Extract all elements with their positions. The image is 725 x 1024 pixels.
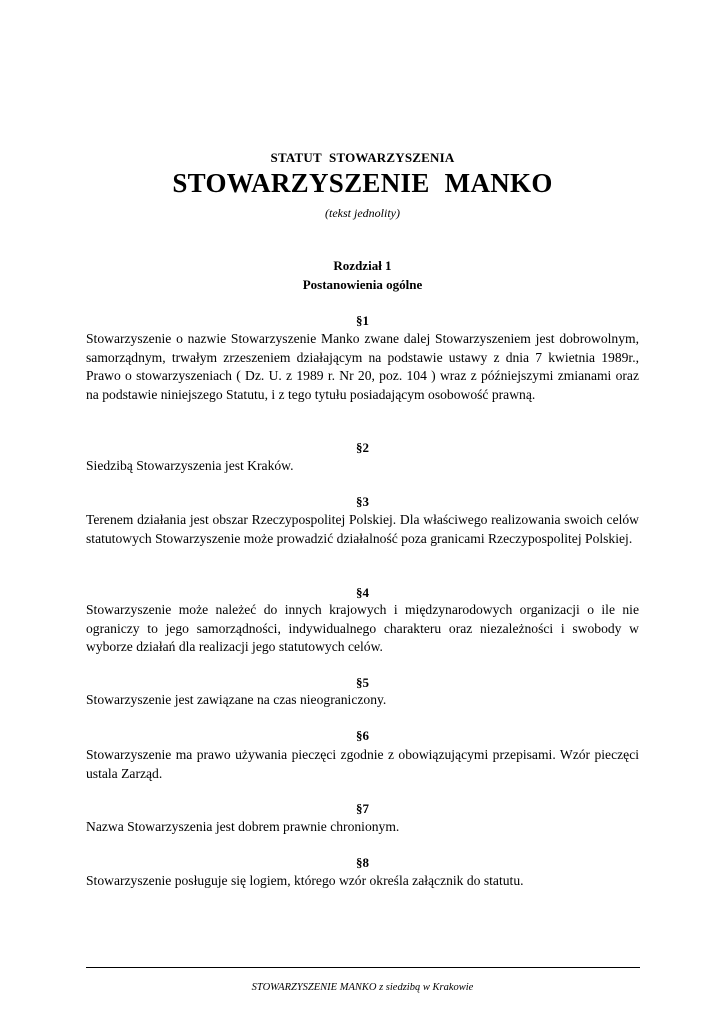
section-3-text: Terenem działania jest obszar Rzeczypospolitej Polskiej. Dla właściwego realizowania swoich celów statutowych Stowarzyszenie może prowadzić działalność poza granicami Rzeczypospolitej Polskiej. xyxy=(86,512,639,546)
document-title: STOWARZYSZENIE MANKO xyxy=(172,168,553,198)
section-7-number: §7 xyxy=(356,801,369,816)
section-1-text: Stowarzyszenie o nazwie Stowarzyszenie Manko zwane dalej Stowarzyszeniem jest dobrowolnym, samorządnym, trwałym zrzeszeniem działającym na podstawie ustawy z dnia 7 kwietnia 1989r., Prawo o stowarzyszeniach ( Dz. U. z 1989 r. Nr 20, poz. 104 ) wraz z późniejszymi zmianami oraz na podstawie niniejszego Statutu, i z tego tytułu posiadającym osobowość prawną. xyxy=(86,331,639,402)
footer-divider xyxy=(86,967,640,968)
chapter-number: Rozdział 1 xyxy=(333,258,392,273)
section-1-number: §1 xyxy=(356,313,369,328)
section-6-number: §6 xyxy=(356,728,369,743)
document-subtitle: (tekst jednolity) xyxy=(325,206,400,220)
section-6-text: Stowarzyszenie ma prawo używania pieczęci zgodnie z obowiązującymi przepisami. Wzór pieczęci ustala Zarząd. xyxy=(86,747,639,781)
section-5-number: §5 xyxy=(356,675,369,690)
footer-text: STOWARZYSZENIE MANKO z siedzibą w Krakowie xyxy=(251,982,474,993)
chapter-name: Postanowienia ogólne xyxy=(302,277,423,292)
section-3-number: §3 xyxy=(356,494,369,509)
section-5-text: Stowarzyszenie jest zawiązane na czas nieograniczony. xyxy=(86,692,387,707)
section-4-number: §4 xyxy=(356,585,369,600)
section-4-text: Stowarzyszenie może należeć do innych krajowych i międzynarodowych organizacji o ile nie ograniczy to jego samorządności, indywidualnego charakteru oraz niezależności i swobody w wyborze działań dla realizacji jego statutowych celów. xyxy=(86,602,639,654)
section-2-text: Siedzibą Stowarzyszenia jest Kraków. xyxy=(86,458,294,473)
section-2-number: §2 xyxy=(356,440,369,455)
section-7-text: Nazwa Stowarzyszenia jest dobrem prawnie chronionym. xyxy=(86,819,400,834)
section-8-number: §8 xyxy=(356,855,369,870)
statute-label: STATUT STOWARZYSZENIA xyxy=(270,150,455,165)
section-8-text: Stowarzyszenie posługuje się logiem, którego wzór określa załącznik do statutu. xyxy=(86,873,524,888)
